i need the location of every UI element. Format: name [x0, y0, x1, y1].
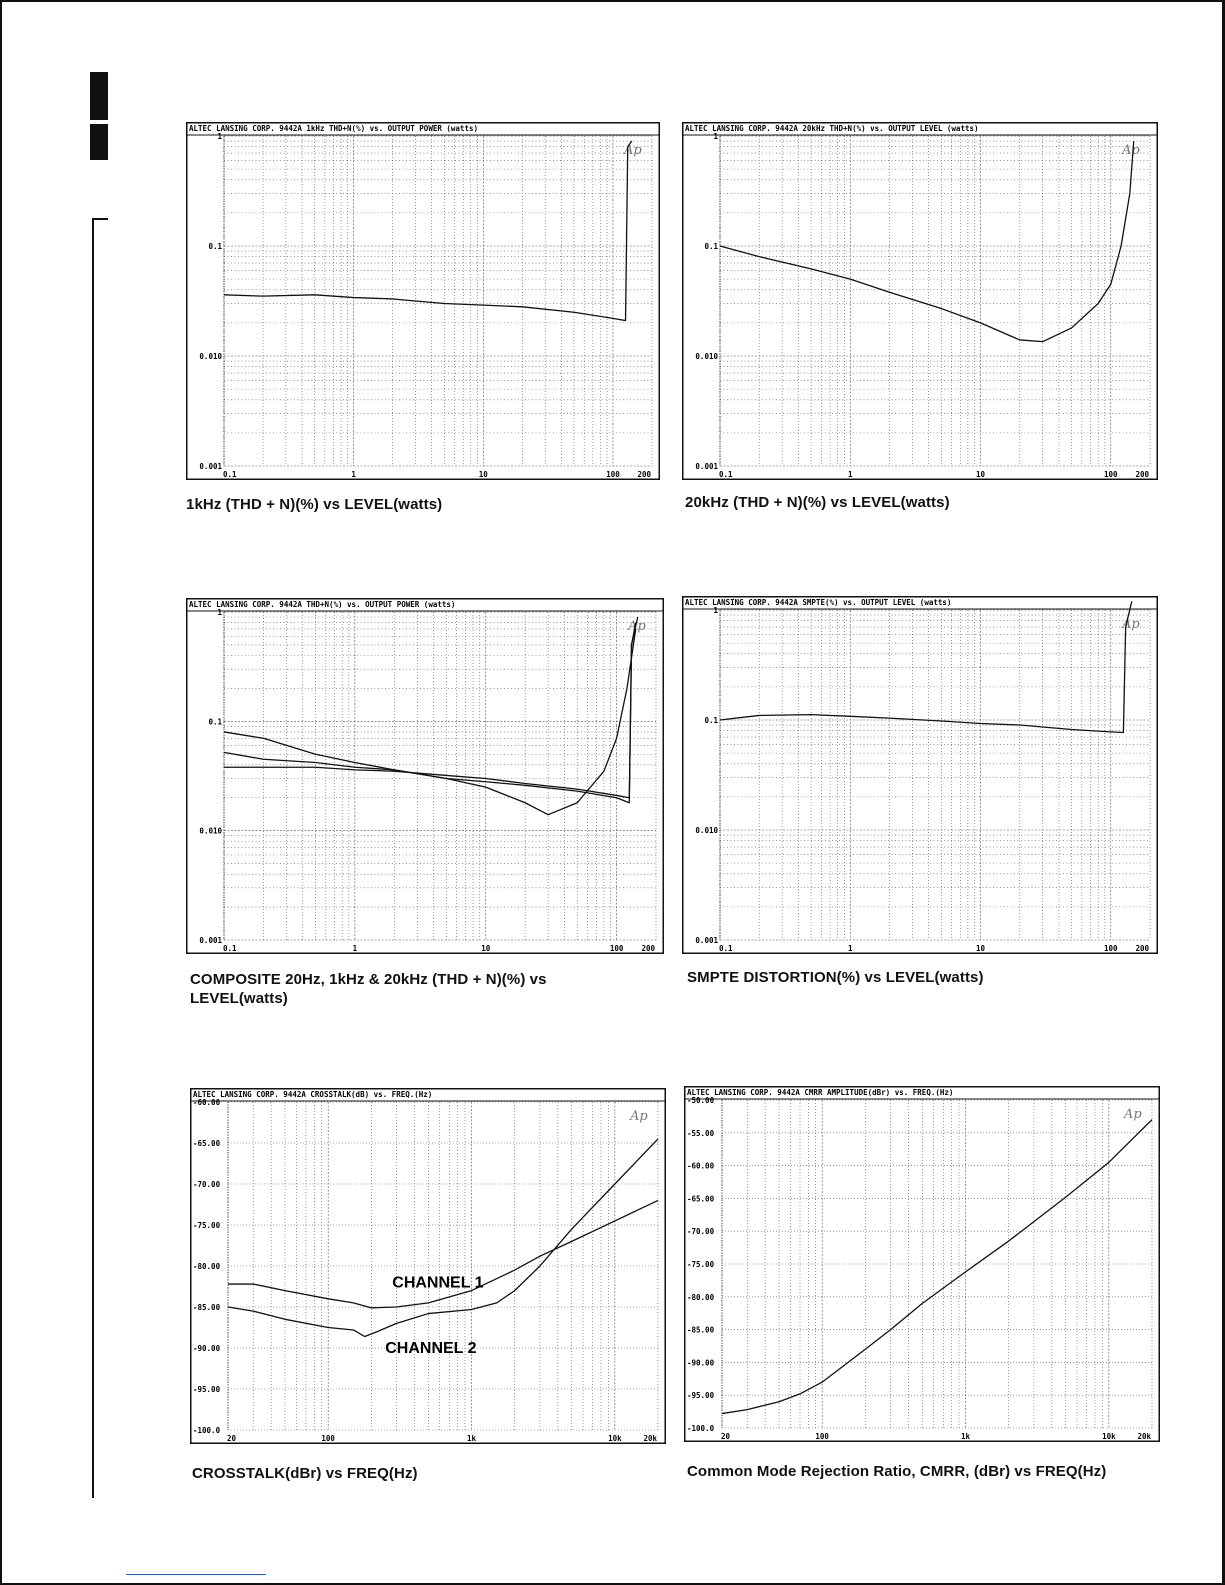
- caption-crosstalk: CROSSTALK(dBr) vs FREQ(Hz): [192, 1465, 418, 1482]
- x-tick-label: 100: [1104, 944, 1118, 953]
- x-tick-label: 1: [351, 470, 356, 479]
- y-tick-label: 0.010: [695, 352, 718, 361]
- chart-header: ALTEC LANSING CORP. 9442A 20kHz THD+N(%) vs. OUTPUT LEVEL (watts): [685, 124, 979, 133]
- y-tick-label: 0.001: [695, 936, 718, 945]
- y-tick-label: -95.00: [193, 1385, 221, 1394]
- x-tick-label: 1k: [467, 1434, 477, 1443]
- x-tick-label: 200: [1135, 470, 1149, 479]
- y-tick-label: -65.00: [687, 1194, 715, 1204]
- x-tick-label: 1k: [961, 1432, 971, 1441]
- x-tick-label: 100: [606, 470, 620, 479]
- y-tick-label: 0.1: [208, 717, 222, 727]
- y-tick-label: -85.00: [687, 1325, 715, 1335]
- x-tick-label: 100: [321, 1434, 335, 1443]
- x-tick-label: 1: [848, 470, 853, 479]
- y-tick-label: -95.00: [687, 1391, 715, 1401]
- x-tick-label: 0.1: [719, 470, 733, 479]
- chart-frame: [683, 123, 1158, 480]
- y-tick-label: 0.001: [199, 936, 222, 945]
- chart-header: ALTEC LANSING CORP. 9442A CROSSTALK(dB) vs. FREQ.(Hz): [193, 1090, 433, 1099]
- y-tick-label: -90.00: [193, 1344, 221, 1353]
- x-tick-label: 1: [848, 944, 853, 953]
- ap-logo: Ap: [1122, 617, 1140, 632]
- x-tick-label: 0.1: [223, 944, 237, 953]
- x-tick-label: 100: [1104, 470, 1118, 479]
- caption-thd-20khz: 20kHz (THD + N)(%) vs LEVEL(watts): [685, 494, 950, 511]
- caption-thd-1khz: 1kHz (THD + N)(%) vs LEVEL(watts): [186, 496, 443, 513]
- y-tick-label: 0.010: [695, 826, 718, 835]
- x-tick-label: 200: [641, 944, 655, 953]
- chart-header: ALTEC LANSING CORP. 9442A 1kHz THD+N(%) vs. OUTPUT POWER (watts): [189, 124, 478, 133]
- binding-mark-upper: [90, 72, 108, 120]
- binding-line: [92, 218, 94, 1498]
- x-tick-label: 20: [227, 1434, 237, 1443]
- caption-cmrr: Common Mode Rejection Ratio, CMRR, (dBr) vs FREQ(Hz): [687, 1463, 1107, 1480]
- x-tick-label: 10k: [1102, 1432, 1116, 1441]
- channel-label-2: CHANNEL 2: [385, 1339, 477, 1357]
- x-tick-label: 20k: [1137, 1432, 1151, 1441]
- y-tick-label: 0.1: [208, 242, 222, 251]
- y-tick-label: -50.00: [687, 1096, 715, 1105]
- chart-crosstalk: [190, 1088, 666, 1444]
- chart-header: ALTEC LANSING CORP. 9442A CMRR AMPLITUDE(dBr) vs. FREQ.(Hz): [687, 1088, 954, 1097]
- chart-cmrr: [684, 1086, 1160, 1442]
- x-tick-label: 10k: [608, 1434, 622, 1443]
- y-tick-label: -70.00: [687, 1227, 715, 1237]
- chart-frame: [187, 599, 664, 954]
- channel-label-1: CHANNEL 1: [392, 1274, 484, 1292]
- ap-logo: Ap: [1122, 143, 1140, 158]
- binding-tab: [92, 218, 108, 220]
- y-tick-label: 0.010: [199, 352, 222, 361]
- x-tick-label: 0.1: [223, 470, 237, 479]
- caption-smpte: SMPTE DISTORTION(%) vs LEVEL(watts): [687, 969, 984, 986]
- y-tick-label: 1: [217, 608, 222, 617]
- y-tick-label: -80.00: [687, 1292, 715, 1302]
- chart-frame: [683, 597, 1158, 954]
- y-tick-label: -100.0: [193, 1426, 221, 1435]
- y-tick-label: -60.00: [193, 1098, 221, 1107]
- chart-smpte: [682, 596, 1158, 954]
- ap-logo: Ap: [628, 619, 646, 634]
- x-tick-label: 200: [637, 470, 651, 479]
- x-tick-label: 0.1: [719, 944, 733, 953]
- link-underline: [126, 1574, 266, 1575]
- y-tick-label: -90.00: [687, 1358, 715, 1368]
- x-tick-label: 10: [976, 944, 986, 953]
- y-tick-label: -85.00: [193, 1303, 221, 1312]
- ap-logo: Ap: [630, 1109, 648, 1124]
- chart-header: ALTEC LANSING CORP. 9442A SMPTE(%) vs. OUTPUT LEVEL (watts): [685, 598, 952, 607]
- chart-thd-composite: [186, 598, 664, 954]
- caption-thd-composite: COMPOSITE 20Hz, 1kHz & 20kHz (THD + N)(%) vs LEVEL(watts): [190, 971, 547, 1007]
- y-tick-label: -80.00: [193, 1262, 221, 1271]
- ap-logo: Ap: [1124, 1107, 1142, 1122]
- x-tick-label: 200: [1135, 944, 1149, 953]
- y-tick-label: -55.00: [687, 1128, 715, 1138]
- binding-mark-lower: [90, 124, 108, 160]
- y-tick-label: 0.010: [199, 826, 222, 836]
- chart-thd-20khz: [682, 122, 1158, 480]
- chart-thd-1khz: [186, 122, 660, 480]
- y-tick-label: -100.0: [687, 1424, 715, 1433]
- y-tick-label: 1: [713, 606, 718, 615]
- ap-logo: Ap: [624, 143, 642, 158]
- y-tick-label: 0.001: [695, 462, 718, 471]
- y-tick-label: 1: [713, 132, 718, 141]
- x-tick-label: 100: [609, 944, 624, 953]
- y-tick-label: 0.1: [704, 716, 718, 725]
- chart-header: ALTEC LANSING CORP. 9442A THD+N(%) vs. OUTPUT POWER (watts): [189, 600, 456, 609]
- x-tick-label: 100: [815, 1432, 829, 1441]
- y-tick-label: -75.00: [193, 1221, 221, 1230]
- y-tick-label: -60.00: [687, 1161, 715, 1171]
- y-tick-label: -65.00: [193, 1139, 221, 1148]
- y-tick-label: 0.1: [704, 242, 718, 251]
- y-tick-label: 0.001: [199, 462, 222, 471]
- x-tick-label: 10: [478, 470, 488, 479]
- x-tick-label: 10: [481, 944, 491, 953]
- x-tick-label: 20: [721, 1432, 731, 1441]
- x-tick-label: 1: [352, 944, 358, 953]
- y-tick-label: 1: [217, 132, 222, 141]
- y-tick-label: -70.00: [193, 1180, 221, 1189]
- x-tick-label: 20k: [643, 1434, 657, 1443]
- y-tick-label: -75.00: [687, 1260, 715, 1269]
- x-tick-label: 10: [976, 470, 986, 479]
